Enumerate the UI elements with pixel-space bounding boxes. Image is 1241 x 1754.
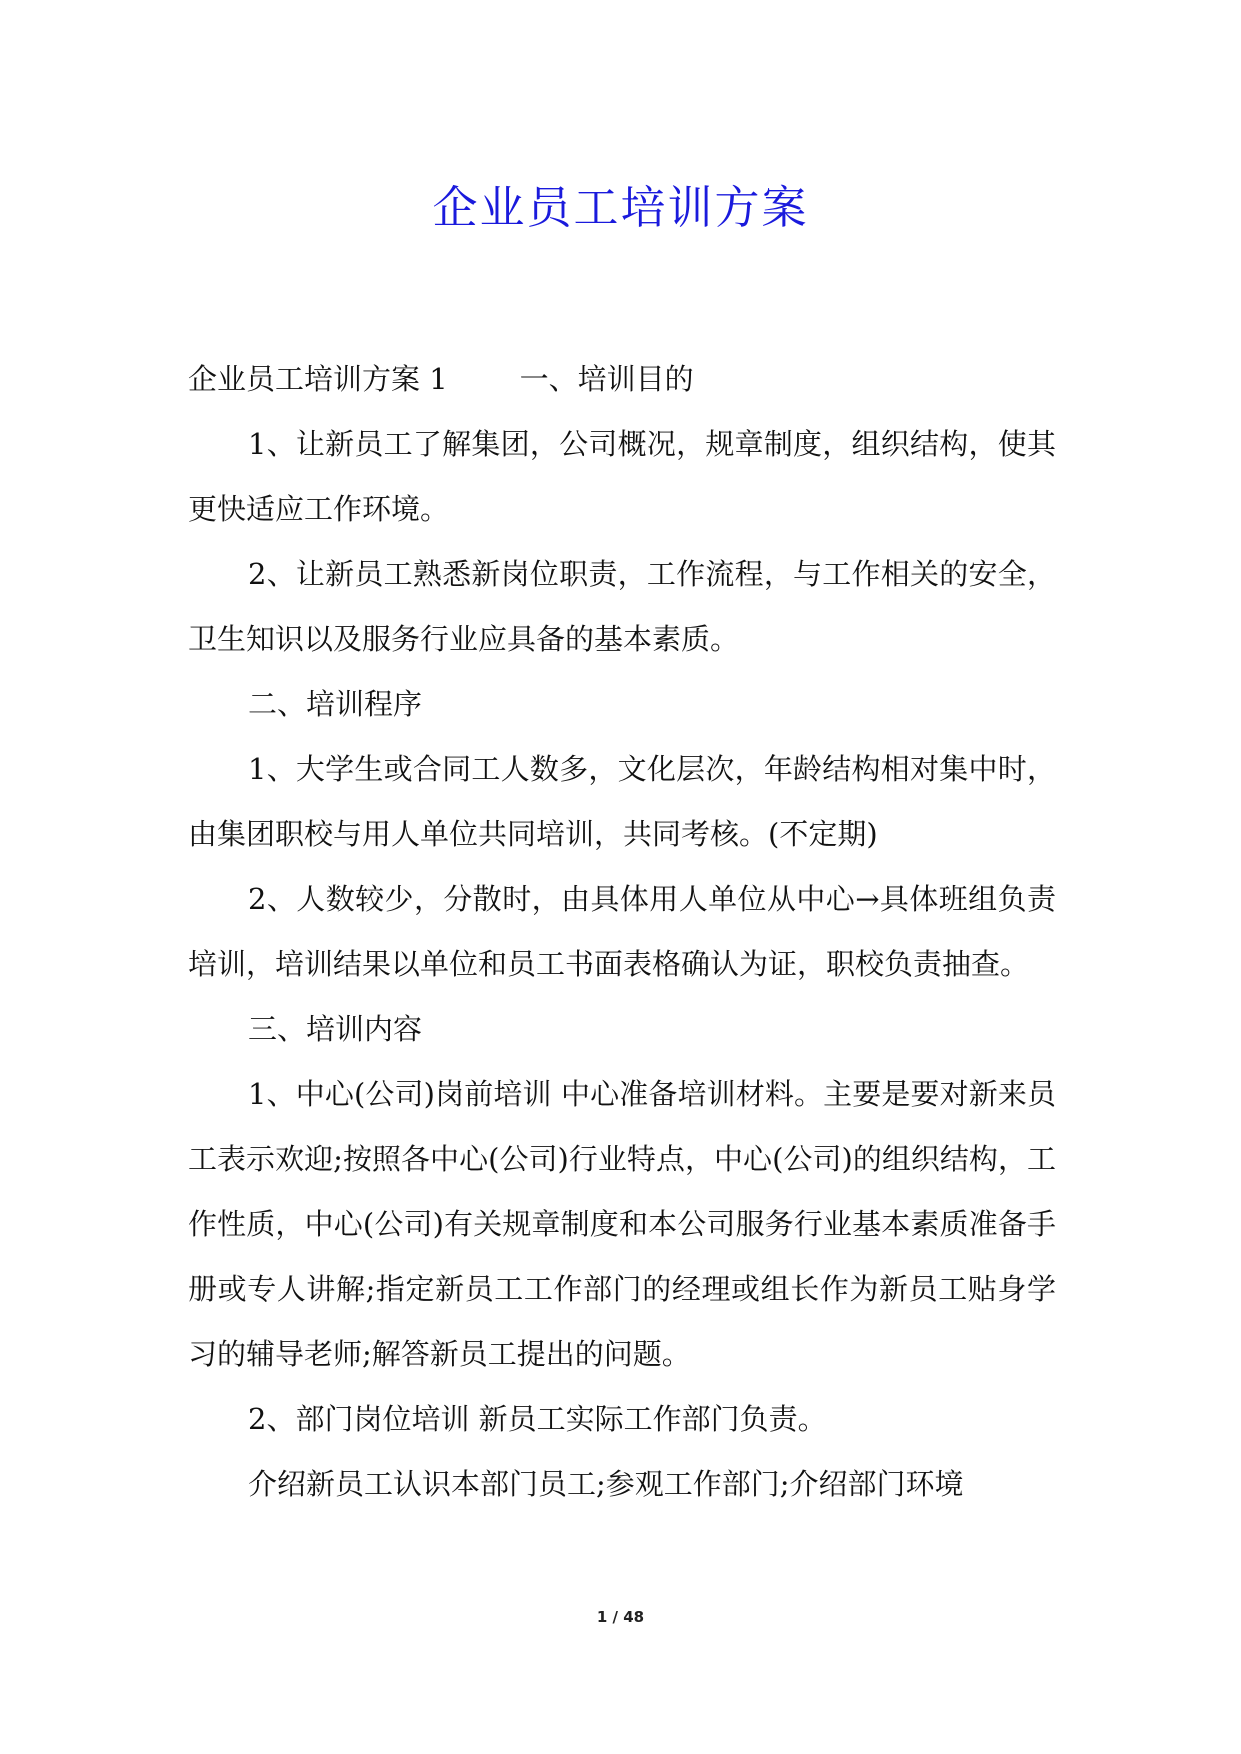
page-number: 1 / 48 xyxy=(596,1608,645,1626)
document-title: 企业员工培训方案 xyxy=(432,181,809,235)
section-heading: 二、培训程序 xyxy=(248,687,423,721)
paragraph: 1、中心(公司)岗前培训 中心准备培训材料。主要是要对新来员工表示欢迎;按照各中心(公司)行业特点，中心(公司)的组织结构，工作性质，中心(公司)有关规章制度和本公司服务行业基本素质准备手册或专人讲解;指定新员工工作部门的经理或组长作为新员工贴身学习的辅导老师;解答新员工提出的问题。 xyxy=(188,1077,1056,1371)
paragraph: 2、部门岗位培训 新员工实际工作部门负责。 xyxy=(248,1402,827,1436)
paragraph: 2、让新员工熟悉新岗位职责，工作流程，与工作相关的安全，卫生知识以及服务行业应具备的基本素质。 xyxy=(188,557,1056,656)
paragraph: 2、人数较少，分散时，由具体用人单位从中心→具体班组负责培训，培训结果以单位和员工书面表格确认为证，职校负责抽查。 xyxy=(188,882,1056,981)
paragraph: 1、让新员工了解集团，公司概况，规章制度，组织结构，使其更快适应工作环境。 xyxy=(188,427,1056,526)
heading-line xyxy=(188,347,1056,412)
section-heading: 三、培训内容 xyxy=(248,1012,423,1046)
section-heading: 一、培训目的 xyxy=(519,362,694,396)
document-label: 企业员工培训方案 1 xyxy=(188,362,448,396)
document-body xyxy=(188,347,1056,1517)
paragraph: 1、大学生或合同工人数多，文化层次，年龄结构相对集中时，由集团职校与用人单位共同培训，共同考核。(不定期) xyxy=(188,752,1056,851)
paragraph: 介绍新员工认识本部门员工;参观工作部门;介绍部门环境 xyxy=(248,1467,964,1501)
